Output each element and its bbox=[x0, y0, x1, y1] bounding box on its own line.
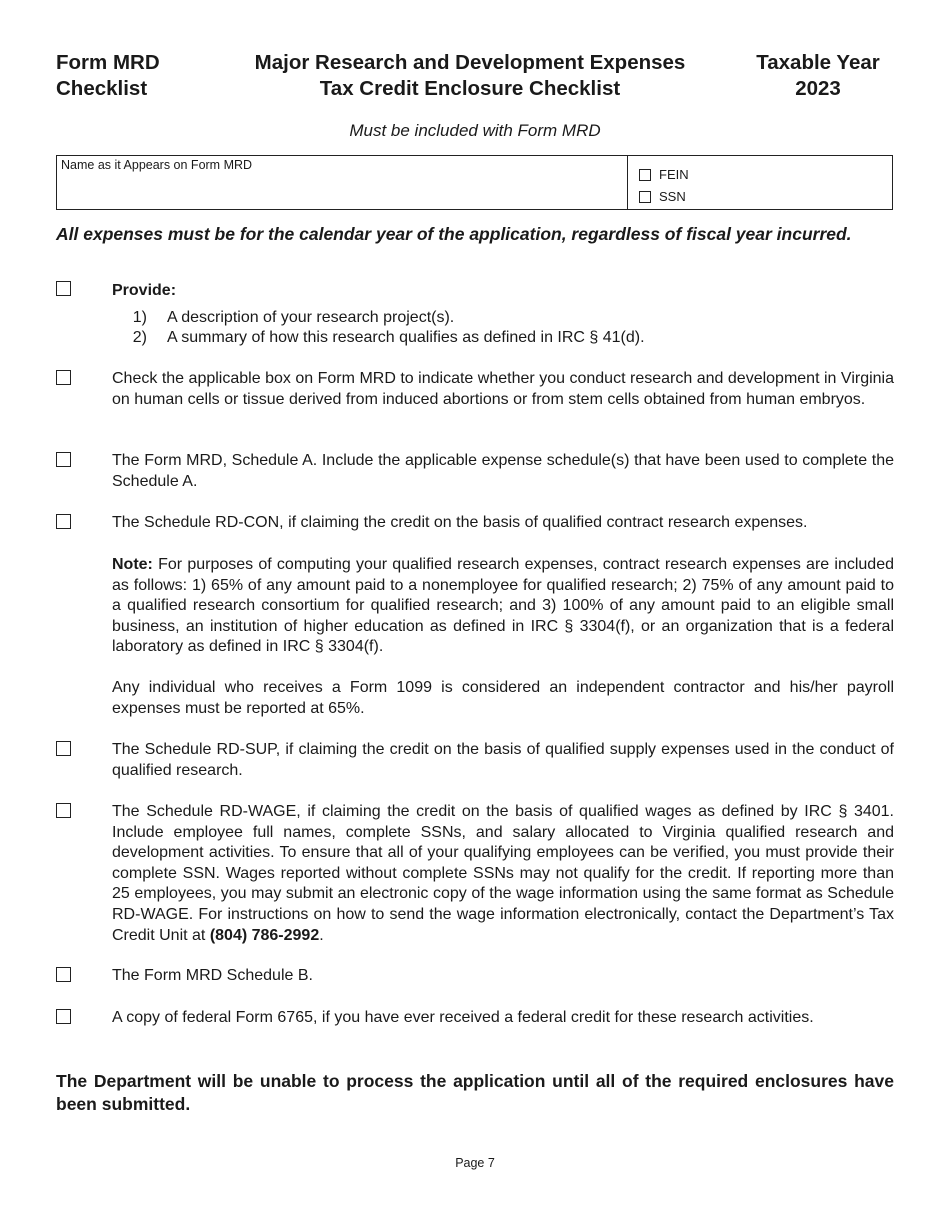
subtitle: Must be included with Form MRD bbox=[349, 121, 601, 140]
rd-con-checkbox[interactable] bbox=[56, 514, 71, 529]
provide-subitem-2 bbox=[112, 328, 894, 349]
form-6765-item: A copy of federal Form 6765, if you have ever received a federal credit for these research activities. bbox=[112, 1009, 814, 1026]
rd-sup-checkbox[interactable] bbox=[56, 741, 71, 756]
page-number: Page 7 bbox=[455, 1156, 495, 1170]
calendar-year-notice: All expenses must be for the calendar year of the application, regardless of fiscal year incurred. bbox=[56, 224, 852, 244]
rd-wage-end: . bbox=[319, 926, 324, 944]
subitem-text: A description of your research project(s). bbox=[167, 308, 455, 326]
schedule-a-item: The Form MRD, Schedule A. Include the applicable expense schedule(s) that have been used to complete the Schedule A. bbox=[112, 452, 894, 490]
subitem-text: A summary of how this research qualifies as defined in IRC § 41(d). bbox=[167, 329, 645, 347]
note-label: Note: bbox=[112, 556, 153, 573]
provide-item bbox=[112, 281, 894, 349]
schedule-b-item: The Form MRD Schedule B. bbox=[112, 967, 313, 984]
ssn-label: SSN bbox=[659, 189, 686, 204]
enclosure-requirement-notice: The Department will be unable to process the application until all of the required enclosures have been submitted. bbox=[56, 1071, 894, 1114]
name-entry-box[interactable] bbox=[56, 155, 893, 210]
schedule-b-checkbox[interactable] bbox=[56, 967, 71, 982]
subitem-number: 2) bbox=[132, 329, 147, 347]
page-title bbox=[205, 50, 735, 102]
form-id-heading bbox=[56, 50, 206, 102]
rd-con-item: The Schedule RD-CON, if claiming the credit on the basis of qualified contract research expenses. bbox=[112, 514, 808, 531]
name-box-divider bbox=[627, 156, 628, 209]
ssn-option[interactable] bbox=[639, 189, 686, 204]
fein-label: FEIN bbox=[659, 167, 689, 182]
tax-credit-unit-phone: (804) 786-2992 bbox=[209, 926, 320, 944]
fein-option[interactable] bbox=[639, 167, 689, 182]
fein-checkbox[interactable] bbox=[639, 169, 651, 181]
form-1099-paragraph: Any individual who receives a Form 1099 is considered an independent contractor and his/her payroll expenses must be reported at 65%. bbox=[112, 679, 894, 717]
human-cells-checkbox[interactable] bbox=[56, 370, 71, 385]
rd-wage-item bbox=[112, 802, 894, 946]
name-field-label: Name as it Appears on Form MRD bbox=[61, 158, 253, 172]
taxable-year-value: 2023 bbox=[795, 77, 841, 100]
human-cells-item: Check the applicable box on Form MRD to indicate whether you conduct research and development in Virginia on human cells or tissue derived from induced abortions or from stem cells obtained from human embryos. bbox=[112, 370, 894, 408]
provide-subitem-1 bbox=[112, 308, 894, 329]
contract-research-note bbox=[112, 555, 894, 658]
schedule-a-checkbox[interactable] bbox=[56, 452, 71, 467]
taxable-year-label: Taxable Year bbox=[756, 51, 880, 74]
provide-heading: Provide: bbox=[112, 282, 177, 299]
rd-wage-text: The Schedule RD-WAGE, if claiming the credit on the basis of qualified wages as defined by IRC § 3401. Include employee full names, complete SSNs, and salary allocated to Virginia qualified research and development activities. To ensure that all of your qualifying employees can be verified, you must provide their complete SSN. Wages reported without complete SSNs may not qualify for the credit. If reporting more than 25 employees, you may submit an electronic copy of the wage information using the same format as Schedule RD-WAGE. For instructions on how to send the wage information electronically, contact the Department’s Tax Credit Unit at bbox=[112, 803, 894, 944]
note-text: For purposes of computing your qualified research expenses, contract research expenses are included as follows: 1) 65% of any amount paid to a nonemployee for qualified research; 2) 75% of any amount paid to a qualified research consortium for qualified research; and 3) 100% of any amount paid to an eligible small business, an institution of higher education as defined in IRC § 3304(f), or an organization that is a federal laboratory as defined in IRC § 3304(f). bbox=[112, 556, 894, 656]
page-title-line2: Tax Credit Enclosure Checklist bbox=[319, 77, 621, 100]
form-id-line2: Checklist bbox=[56, 77, 148, 100]
page-title-line1: Major Research and Development Expenses bbox=[254, 51, 686, 74]
taxable-year-heading bbox=[733, 50, 903, 102]
form-id-line1: Form MRD bbox=[56, 51, 160, 74]
ssn-checkbox[interactable] bbox=[639, 191, 651, 203]
provide-checkbox[interactable] bbox=[56, 281, 71, 296]
subitem-number: 1) bbox=[132, 308, 147, 326]
form-6765-checkbox[interactable] bbox=[56, 1009, 71, 1024]
rd-wage-checkbox[interactable] bbox=[56, 803, 71, 818]
rd-sup-item: The Schedule RD-SUP, if claiming the credit on the basis of qualified supply expenses used in the conduct of qualified research. bbox=[112, 741, 894, 779]
